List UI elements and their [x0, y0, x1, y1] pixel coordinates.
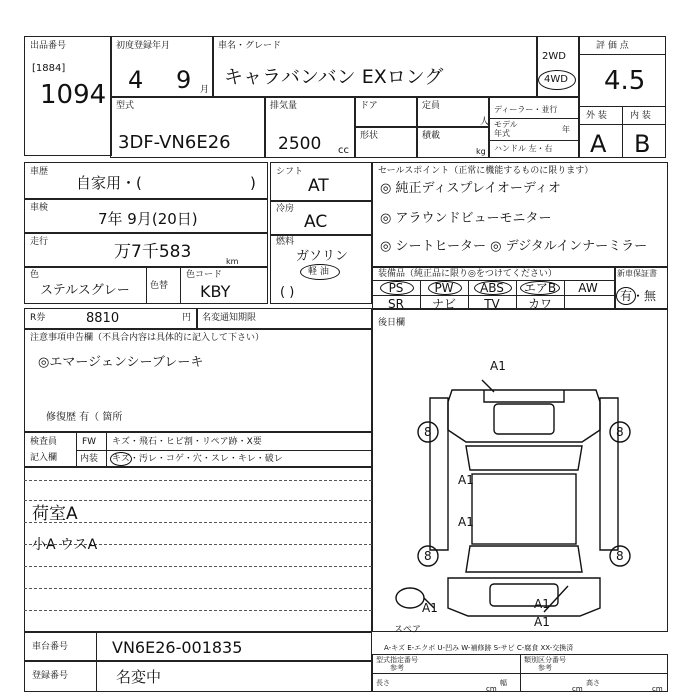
load-label: 積載 [422, 131, 441, 141]
recycle-value: 8810 [86, 311, 120, 326]
legend-unit-3: cm [652, 685, 663, 693]
equip-tv: TV [484, 297, 500, 311]
fuel-label: 燃料 [276, 237, 295, 247]
notes-repair: 修復歴 有（ 箇所 [46, 412, 123, 423]
damage-mark-rear: A1 [534, 597, 550, 611]
score-label: 評 価 点 [596, 41, 629, 51]
cap-unit: 人 [480, 117, 490, 127]
damage-mark-front: A1 [490, 359, 506, 373]
disp-label: 排気量 [270, 101, 298, 111]
reg-year: 4 [128, 66, 144, 94]
sales-item-1: ◎ 純正ディスプレイオーディオ [380, 181, 561, 196]
mileage-unit: km [226, 257, 239, 266]
legend-unit-1: cm [486, 685, 497, 693]
equip-navi: ナビ [431, 297, 456, 311]
damage-mark-left: A1 [458, 473, 474, 487]
equip-airbag: エアB [523, 281, 557, 295]
damage-mark-wheel-fr: 8 [616, 425, 624, 439]
drive-label: 2WD [542, 51, 566, 62]
inspector-int-text: キズ・汚レ・コゲ・穴・スレ・キレ・破レ [112, 454, 283, 464]
inspection-value: 7年 9月(20日) [98, 210, 198, 228]
color-num-label: 色替 [150, 281, 169, 291]
reg-month: 9 [176, 66, 192, 94]
reg-label: 初度登録年月 [116, 41, 171, 51]
ac-value: AC [304, 212, 328, 232]
disp-unit: cc [338, 145, 349, 156]
remarks-line-2: 小A ウスA [32, 537, 98, 553]
fuel-paren: ( ) [280, 285, 295, 300]
chassis-value: VN6E26-001835 [112, 638, 243, 657]
history-label: 車歴 [30, 167, 49, 177]
fuel-sub: 軽 油 [308, 267, 329, 277]
chassis-label: 車台番号 [32, 642, 69, 652]
legend-text: A-キズ E-エクボ U-凹み W-補修跡 S-サビ C-腐食 XX-交換済 [384, 644, 574, 652]
score-ext: A [590, 130, 607, 158]
model-label: 型式 [116, 101, 135, 111]
history-close: ) [250, 174, 256, 192]
score-int-label: 内 装 [630, 111, 651, 121]
equip-label: 装備品（純正品に限り◎をつけてください） [378, 269, 557, 279]
color-value: ステルスグレー [40, 283, 130, 298]
lot-sub: [1884] [32, 63, 66, 74]
history-value: 自家用・( [76, 174, 142, 192]
inspector-fw-text: キズ・飛石・ヒビ割・リペア跡・X要 [112, 437, 262, 447]
sales-label: セールスポイント（正常に機能するものに限ります） [378, 166, 594, 176]
dealer-year-unit: 年 [562, 125, 570, 134]
plate-label: 登録番号 [32, 671, 69, 681]
color-code-label: 色コード [186, 270, 223, 280]
legend-size-height: 高さ [586, 679, 600, 687]
color-label: 色 [30, 270, 40, 280]
lot-number: 1094 [40, 80, 107, 110]
plate-value: 名変中 [116, 668, 162, 686]
score-value: 4.5 [604, 66, 646, 96]
history-box [24, 162, 268, 200]
damage-mark-spare: A1 [422, 601, 438, 615]
disp-value: 2500 [278, 134, 322, 154]
damage-mark-wheel-rr: 8 [616, 549, 624, 563]
legend-unit-2: cm [572, 685, 583, 693]
legend-size-width: 幅 [500, 679, 507, 687]
car-damage-diagram [394, 350, 654, 640]
mileage-value: 万7千583 [114, 242, 192, 262]
damage-mark-body: A1 [458, 515, 474, 529]
car-outline [396, 380, 630, 616]
score-ext-label: 外 装 [586, 111, 607, 121]
recycle-label: R券 [30, 313, 46, 323]
fuel-value: ガソリン [296, 249, 349, 264]
model-value: 3DF-VN6E26 [118, 132, 231, 153]
name-label: 車名・グレード [218, 41, 282, 51]
equip-ps: PS [388, 281, 404, 295]
equip-pw: PW [434, 281, 454, 295]
equip-sr: SR [388, 297, 404, 311]
dealer-year: モデル 年式 [494, 120, 518, 138]
legend-row2-sub: 参考 [538, 664, 552, 672]
sales-item-2: ◎ アラウンドビューモニター [380, 211, 552, 226]
legend-size-length: 長さ [376, 679, 390, 687]
door-label: ドア [360, 101, 378, 111]
legend-row2-label: 類別区分番号 [524, 656, 566, 664]
damage-mark-wheel-rl: 8 [424, 549, 432, 563]
after-label: 後日欄 [378, 318, 406, 328]
warranty-value: 有・無 [620, 289, 657, 303]
spare-label: スペア [394, 625, 422, 635]
shape-label: 形状 [360, 131, 379, 141]
legend-row1-sub: 参考 [390, 664, 404, 672]
load-unit: kg [476, 147, 486, 156]
lot-label: 出品番号 [30, 41, 67, 51]
reg-month-suffix: 月 [200, 85, 210, 95]
warranty-label: 新車保証書 [617, 269, 657, 278]
equip-aw: AW [578, 281, 598, 295]
color-code: KBY [200, 282, 231, 301]
dealer-label: ディーラー・並行 [494, 105, 558, 114]
inspector-fw: FW [82, 437, 97, 447]
notice-label: 名変通知期限 [202, 313, 257, 323]
legend-row1-label: 型式指定番号 [376, 656, 418, 664]
notes-item: ◎エマージェンシーブレーキ [38, 355, 204, 370]
remarks-line-1: 荷室A [32, 504, 78, 524]
equip-abs: ABS [480, 281, 504, 295]
shift-value: AT [308, 176, 329, 196]
ac-label: 冷房 [276, 204, 295, 214]
notes-label: 注意事項申告欄（不具合内容は具体的に記入して下さい） [30, 333, 265, 343]
name-value: キャラバンバン EXロング [224, 66, 444, 88]
dealer-handle: ハンドル 左・右 [494, 144, 553, 153]
inspector-int: 内装 [80, 454, 99, 464]
damage-mark-wheel-fl: 8 [424, 425, 432, 439]
shift-label: シフト [276, 167, 304, 177]
drive-value: 4WD [544, 74, 568, 85]
cap-label: 定員 [422, 101, 441, 111]
plate-box [24, 660, 372, 692]
mileage-label: 走行 [30, 237, 49, 247]
inspector-label-2: 記入欄 [30, 453, 58, 463]
equip-leather: カワ [527, 297, 552, 311]
damage-mark-bottom: A1 [534, 615, 550, 629]
score-int: B [634, 130, 651, 158]
sales-item-3: ◎ シートヒーター ◎ デジタルインナーミラー [380, 239, 648, 254]
recycle-unit: 円 [182, 313, 192, 323]
inspector-label-1: 検査員 [30, 437, 58, 447]
inspection-label: 車検 [30, 203, 49, 213]
